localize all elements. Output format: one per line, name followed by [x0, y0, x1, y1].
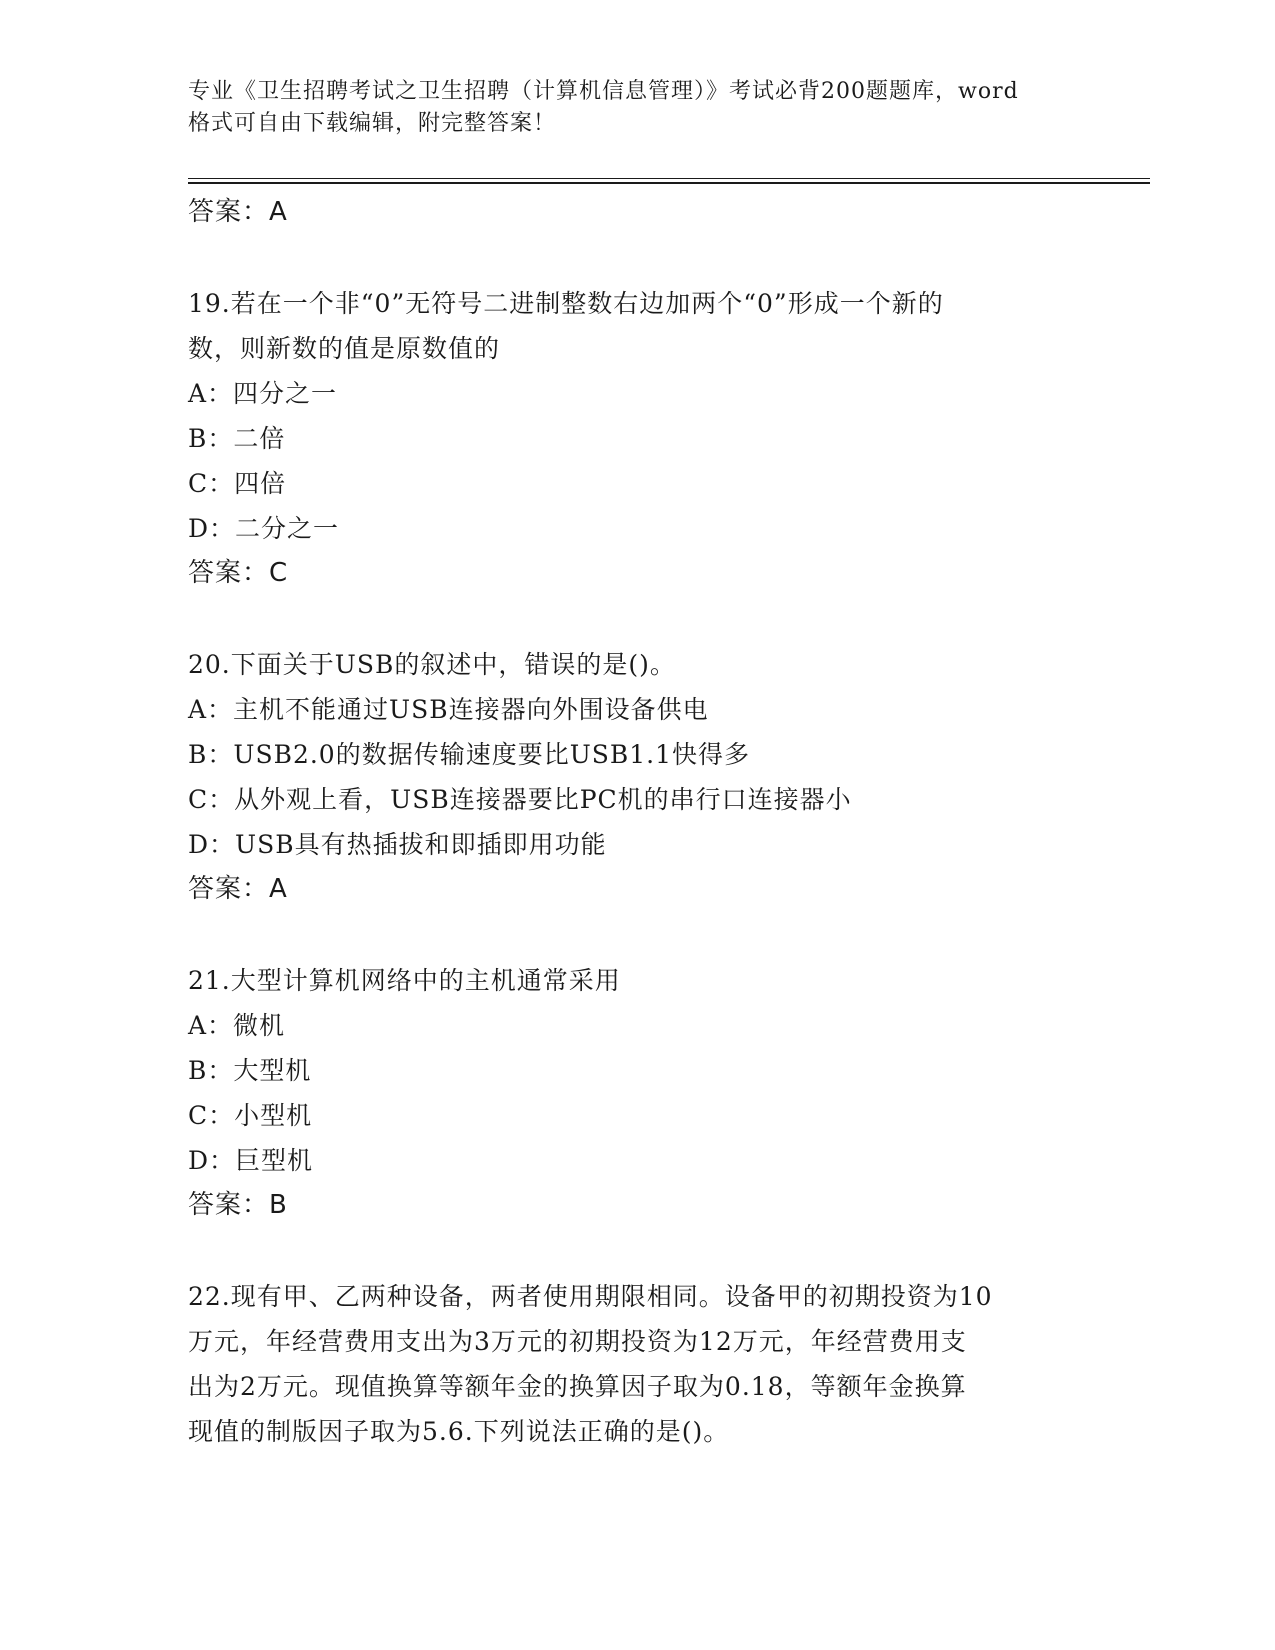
question-stem-line: 数，则新数的值是原数值的 [188, 334, 501, 363]
option-a: A：四分之一 [188, 379, 338, 408]
option-a: A：微机 [188, 1011, 286, 1040]
question-stem-line: 出为2万元。现值换算等额年金的换算因子取为0.18，等额年金换算 [188, 1372, 967, 1401]
question-19 [188, 281, 1088, 596]
option-a: A：主机不能通过USB连接器向外围设备供电 [188, 695, 709, 724]
option-b: B：大型机 [188, 1056, 312, 1085]
option-d: D：二分之一 [188, 514, 340, 543]
answer-label: 答案：A [188, 874, 288, 904]
option-d: D：USB具有热插拔和即插即用功能 [188, 830, 607, 859]
header-rule-thick [188, 182, 1150, 184]
option-c: C：从外观上看，USB连接器要比PC机的串行口连接器小 [188, 785, 852, 814]
option-b: B：USB2.0的数据传输速度要比USB1.1快得多 [188, 740, 751, 769]
option-c: C：四倍 [188, 469, 287, 498]
answer-label: 答案：B [188, 1190, 288, 1220]
header-line-1: 专业《卫生招聘考试之卫生招聘（计算机信息管理）》考试必背200题题库，word [188, 79, 1019, 104]
spacer [188, 1228, 1088, 1274]
question-22 [188, 1274, 1088, 1454]
question-21 [188, 958, 1088, 1228]
question-stem-line: 现值的制版因子取为5.6.下列说法正确的是()。 [188, 1417, 730, 1446]
question-stem-line: 19.若在一个非“0”无符号二进制整数右边加两个“0”形成一个新的 [188, 289, 944, 318]
question-stem-line: 20.下面关于USB的叙述中，错误的是()。 [188, 650, 676, 679]
question-stem-line: 21.大型计算机网络中的主机通常采用 [188, 966, 621, 995]
option-c: C：小型机 [188, 1101, 313, 1130]
header-rule-thin [188, 178, 1150, 179]
question-stem-line: 万元，年经营费用支出为3万元的初期投资为12万元，年经营费用支 [188, 1327, 967, 1356]
question-20 [188, 642, 1088, 912]
option-b: B：二倍 [188, 424, 286, 453]
option-d: D：巨型机 [188, 1146, 314, 1175]
page-header [188, 76, 1088, 140]
spacer [188, 235, 1088, 281]
answer-label: 答案：C [188, 558, 289, 588]
header-line-2: 格式可自由下载编辑，附完整答案！ [188, 111, 557, 136]
spacer [188, 596, 1088, 642]
previous-answer: 答案：A [188, 197, 288, 227]
question-stem-line: 22.现有甲、乙两种设备，两者使用期限相同。设备甲的初期投资为10 [188, 1282, 993, 1311]
spacer [188, 912, 1088, 958]
question-list [188, 190, 1088, 1454]
